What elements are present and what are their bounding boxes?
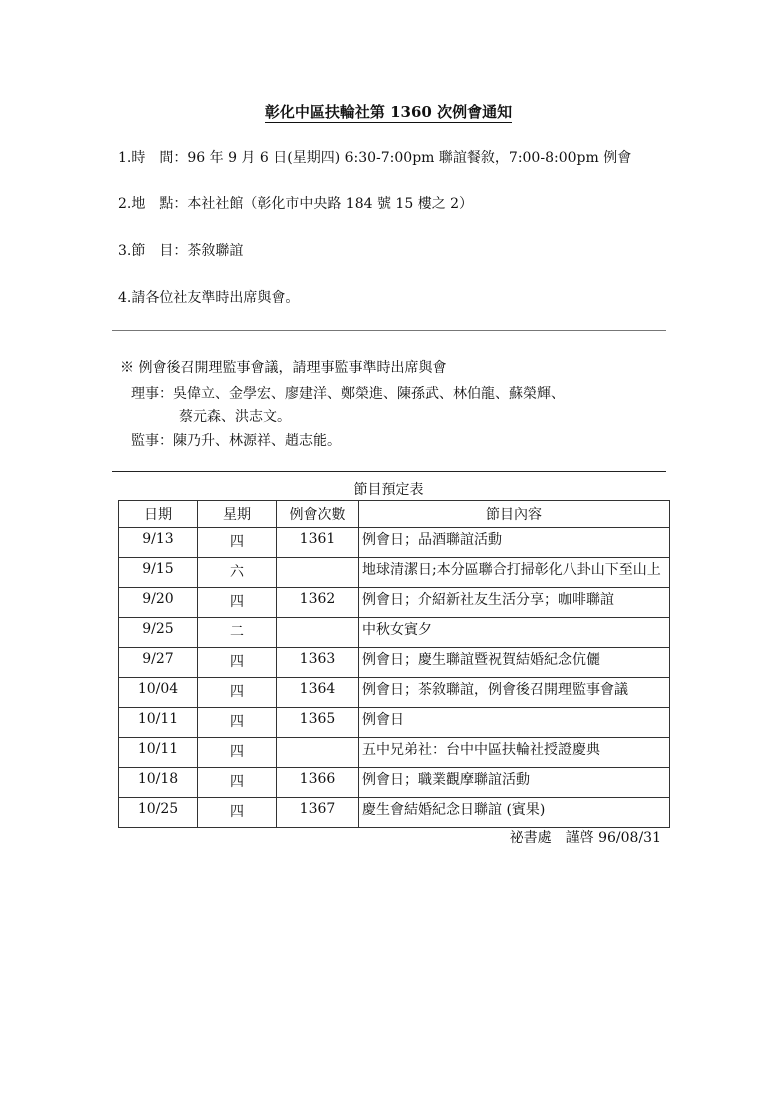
signature: 祕書處 謹啓 96/08/31 [509,830,661,846]
item-program: 3.節 目：茶敘聯誼 [118,243,244,259]
header-meeting-no: 例會次數 [277,501,359,528]
cell-weekday: 四 [198,708,277,738]
cell-date: 10/11 [119,738,198,768]
table-row [119,618,670,648]
cell-weekday: 四 [198,528,277,558]
item-attendance: 4.請各位社友準時出席與會。 [118,290,300,306]
cell-meeting-no [277,558,359,588]
page-title-text: 彰化中區扶輪社第 1360 次例會通知 [264,103,513,121]
cell-content: 地球清潔日;本分區聯合打掃彰化八卦山下至山上 [359,558,670,588]
cell-meeting-no: 1366 [277,768,359,798]
cell-meeting-no [277,738,359,768]
cell-meeting-no: 1361 [277,528,359,558]
cell-meeting-no: 1364 [277,678,359,708]
cell-weekday: 四 [198,768,277,798]
cell-date: 9/15 [119,558,198,588]
cell-weekday: 四 [198,798,277,828]
cell-content: 例會日 [359,708,670,738]
cell-content: 例會日；慶生聯誼暨祝賀結婚紀念伉儷 [359,648,670,678]
table-row [119,798,670,828]
supervisors-list: 監事：陳乃升、林源祥、趙志能。 [131,433,341,449]
divider [112,471,666,472]
cell-weekday: 四 [198,678,277,708]
table-row [119,738,670,768]
table-row [119,558,670,588]
cell-content: 例會日；茶敘聯誼，例會後召開理監事會議 [359,678,670,708]
cell-content: 五中兄弟社：台中中區扶輪社授證慶典 [359,738,670,768]
cell-content: 慶生會結婚紀念日聯誼 (賓果) [359,798,670,828]
cell-content: 例會日；品酒聯誼活動 [359,528,670,558]
header-weekday: 星期 [198,501,277,528]
schedule-table [118,500,670,828]
cell-content: 例會日；職業觀摩聯誼活動 [359,768,670,798]
cell-meeting-no [277,618,359,648]
table-row [119,678,670,708]
cell-content: 中秋女賓夕 [359,618,670,648]
cell-weekday: 四 [198,588,277,618]
cell-date: 9/27 [119,648,198,678]
table-row [119,648,670,678]
cell-content: 例會日；介紹新社友生活分享；咖啡聯誼 [359,588,670,618]
schedule-header-row [119,501,670,528]
cell-date: 10/18 [119,768,198,798]
table-row [119,708,670,738]
header-date: 日期 [119,501,198,528]
item-time: 1.時 間：96 年 9 月 6 日(星期四) 6:30-7:00pm 聯誼餐敘，7:00-8:00pm 例會 [118,150,632,166]
cell-date: 10/04 [119,678,198,708]
cell-meeting-no: 1362 [277,588,359,618]
cell-date: 9/20 [119,588,198,618]
table-row [119,588,670,618]
directors-list-cont: 蔡元森、洪志文。 [179,409,291,425]
board-meeting-notice: ※ 例會後召開理監事會議，請理事監事準時出席與會 [120,360,447,376]
table-row [119,768,670,798]
item-location: 2.地 點：本社社館（彰化市中央路 184 號 15 樓之 2） [118,196,474,212]
divider [112,330,666,331]
cell-date: 10/25 [119,798,198,828]
cell-date: 9/25 [119,618,198,648]
directors-list: 理事：吳偉立、金學宏、廖建洋、鄭榮進、陳孫武、林伯龍、蘇榮輝、 [131,386,565,402]
schedule-title: 節目預定表 [353,482,424,498]
cell-weekday: 六 [198,558,277,588]
cell-weekday: 四 [198,738,277,768]
cell-date: 10/11 [119,708,198,738]
cell-weekday: 四 [198,648,277,678]
cell-meeting-no: 1367 [277,798,359,828]
cell-weekday: 二 [198,618,277,648]
table-row [119,528,670,558]
cell-meeting-no: 1363 [277,648,359,678]
header-content: 節目內容 [359,501,670,528]
cell-date: 9/13 [119,528,198,558]
cell-meeting-no: 1365 [277,708,359,738]
page-title [0,101,777,122]
